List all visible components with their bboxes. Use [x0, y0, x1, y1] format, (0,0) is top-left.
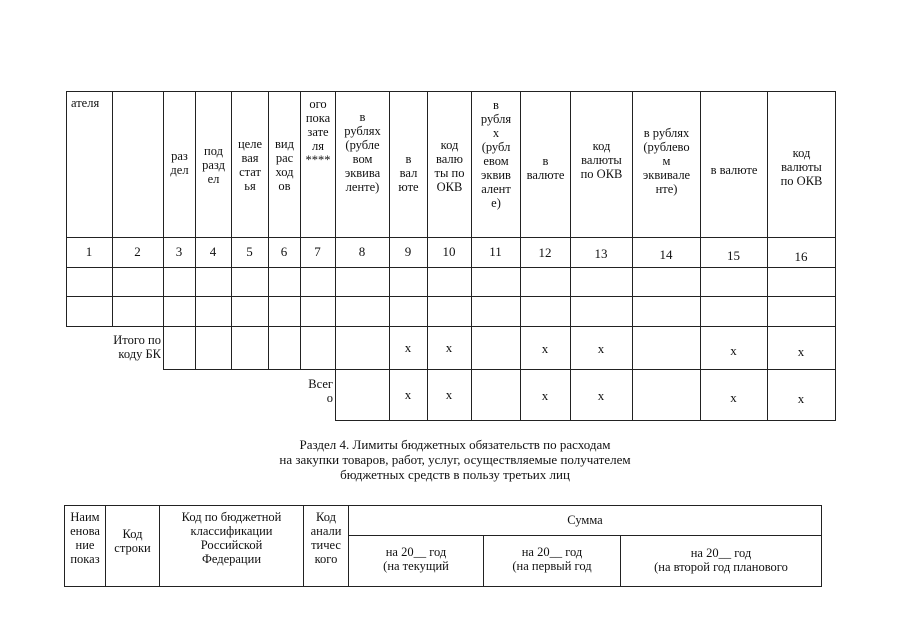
t2-col-code: Код строки: [114, 527, 151, 555]
t1-itogo-x-15: x: [730, 343, 737, 358]
t1-colnum-9: 9: [404, 244, 412, 259]
t1-header-1: ателя: [71, 96, 100, 110]
t1-header-13: код валюты по ОКВ: [580, 139, 623, 181]
t1-vline: [268, 91, 269, 369]
t2-year-second-planned: на 20__ год (на второй год планового: [654, 546, 788, 574]
t1-itogo-label: Итого по коду БК: [113, 333, 161, 361]
t2-col-analytic: Код анали тичес кого: [310, 510, 342, 566]
t1-vline: [195, 91, 196, 369]
t1-vsego-x-10: x: [445, 387, 453, 402]
t1-colnum-6: 6: [280, 244, 288, 259]
t1-line-itogo-bottom: [163, 369, 836, 370]
t1-vsego-x-9: x: [404, 387, 412, 402]
t1-colnum-4: 4: [209, 244, 217, 259]
t2-line-bottom: [64, 586, 822, 587]
t2-line-top: [64, 505, 822, 506]
t2-sum-header: Сумма: [567, 513, 603, 527]
t1-colnum-10: 10: [442, 244, 456, 259]
t1-header-7: ого пока зате ля ****: [305, 97, 331, 167]
t1-line-header-bottom: [66, 237, 836, 238]
t1-vsego-x-16: x: [797, 391, 805, 406]
t1-header-4: под разд ел: [202, 144, 225, 186]
t1-header-9: в вал юте: [398, 152, 419, 194]
t1-colnum-15: 15: [727, 248, 740, 263]
t1-line-top: [66, 91, 836, 92]
t1-itogo-x-9: x: [404, 340, 412, 355]
t1-header-10: код валю ты по ОКВ: [434, 138, 465, 194]
t2-vline: [821, 505, 822, 587]
t1-colnum-13: 13: [594, 246, 608, 261]
t2-col-name: Наим енова ние показ: [70, 510, 100, 566]
t1-colnum-3: 3: [175, 244, 183, 259]
t1-vline: [112, 91, 113, 326]
t1-colnum-11: 11: [489, 244, 502, 259]
t1-colnum-8: 8: [358, 244, 366, 259]
t1-colnum-1: 1: [85, 244, 93, 259]
t1-vline: [835, 91, 836, 420]
t1-header-5: целе вая стат ья: [237, 137, 263, 193]
t1-header-6: вид рас ход ов: [275, 137, 294, 193]
t1-vline: [66, 91, 67, 326]
t1-colnum-5: 5: [246, 244, 253, 259]
t1-vsego-x-12: x: [541, 388, 549, 403]
t1-vline: [163, 91, 164, 369]
t1-header-11: в рубля х (рубл евом эквив алент е): [480, 98, 512, 210]
section-4-caption: Раздел 4. Лимиты бюджетных обязательств по расходам на закупки товаров, работ, услуг, осуществляемые получателем бюджетных средств в пользу третьих лиц: [279, 437, 631, 482]
t2-year-current: на 20__ год (на текущий: [383, 545, 449, 573]
t1-header-14: в рублях (рублево м эквивале нте): [642, 126, 691, 196]
t2-col-budget: Код по бюджетной классификации Российской Федерации: [181, 510, 282, 566]
t1-line-vsego-bottom: [335, 420, 836, 421]
t1-header-8: в рублях (рубле вом эквива ленте): [344, 110, 381, 194]
t1-itogo-x-12: x: [541, 341, 549, 356]
t1-vsego-x-15: x: [730, 390, 737, 405]
t2-line-sum-bottom: [348, 535, 822, 536]
t1-colnum-14: 14: [659, 247, 673, 262]
t1-line-numbers-bottom: [66, 267, 836, 268]
t1-vline: [231, 91, 232, 369]
t1-vsego-label: Всег о: [308, 377, 333, 405]
t1-vsego-x-13: x: [597, 388, 605, 403]
t1-header-3: раз дел: [170, 149, 189, 177]
t1-colnum-16: 16: [794, 249, 808, 264]
t1-colnum-2: 2: [134, 244, 141, 259]
t1-itogo-x-10: x: [445, 340, 453, 355]
t1-itogo-x-13: x: [597, 341, 605, 356]
t2-year-first-planned: на 20__ год (на первый год: [512, 545, 592, 573]
t1-colnum-7: 7: [314, 244, 321, 259]
t1-header-16: код валюты по ОКВ: [780, 146, 823, 188]
t1-colnum-12: 12: [538, 245, 552, 260]
t1-line-row2-bottom: [66, 326, 836, 327]
t1-line-row1-bottom: [66, 296, 836, 297]
t1-itogo-x-16: x: [797, 344, 805, 359]
t1-header-12: в валюте: [526, 154, 565, 182]
t1-header-15: в валюте: [710, 163, 758, 177]
